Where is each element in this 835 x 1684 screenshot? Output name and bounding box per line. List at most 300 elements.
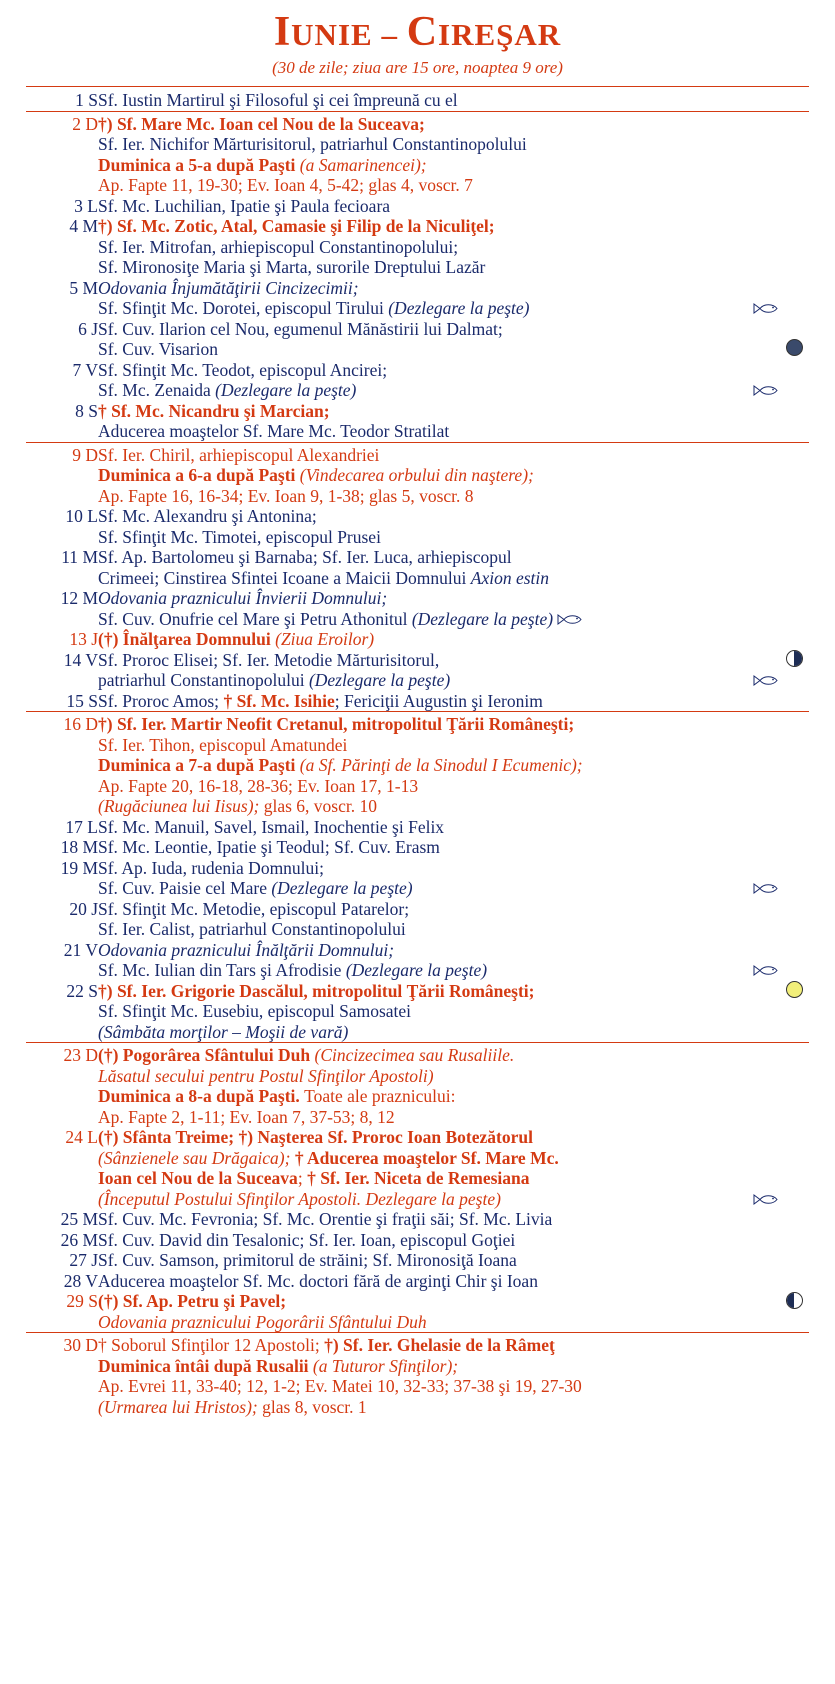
table-row bbox=[26, 712, 809, 817]
day-of-week: M bbox=[82, 857, 98, 878]
table-row bbox=[26, 111, 809, 196]
day-entry bbox=[98, 1127, 779, 1209]
entry-line bbox=[98, 237, 779, 258]
day-number: 16 bbox=[63, 714, 81, 735]
entry-line bbox=[98, 858, 779, 879]
day-of-week: L bbox=[87, 195, 98, 216]
fish-icon bbox=[753, 965, 779, 976]
entry-text: ; bbox=[297, 1168, 308, 1189]
day-number-cell bbox=[26, 1291, 98, 1333]
entry-text: Sf. Ier. Nichifor Mărturisitorul, patriarhul Constantinopolului bbox=[98, 134, 527, 155]
table-row bbox=[26, 1291, 809, 1333]
entry-text: Ap. Fapte 11, 19-30; Ev. Ioan 4, 5-42; glas 4, voscr. 7 bbox=[98, 175, 473, 196]
entry-line bbox=[98, 1397, 779, 1418]
table-row bbox=[26, 547, 809, 588]
page-title: IUNIE – CIREŞAR bbox=[273, 9, 562, 55]
entry-text: (Urmarea lui Hristos); bbox=[98, 1396, 263, 1417]
day-entry bbox=[98, 712, 779, 817]
day-number: 10 bbox=[65, 506, 83, 527]
entry-line bbox=[98, 155, 779, 176]
day-entry bbox=[98, 319, 779, 360]
day-number: 11 bbox=[61, 547, 79, 568]
entry-line bbox=[98, 1168, 779, 1189]
day-number-cell bbox=[26, 87, 98, 112]
entry-line bbox=[98, 1045, 779, 1066]
moon-phase-cell bbox=[779, 837, 809, 858]
entry-line bbox=[98, 755, 779, 776]
entry-text: † Sf. Mc. Nicandru şi Marcian; bbox=[98, 400, 330, 421]
day-number: 18 bbox=[60, 837, 79, 858]
day-of-week: V bbox=[85, 649, 98, 670]
fish-icon bbox=[753, 883, 779, 894]
fish-icon bbox=[753, 385, 779, 396]
entry-line bbox=[98, 919, 779, 940]
day-number: 4 bbox=[69, 216, 79, 237]
entry-line bbox=[98, 796, 779, 817]
title-month: IUNIE bbox=[273, 9, 373, 55]
table-row bbox=[26, 899, 809, 940]
entry-line bbox=[98, 735, 779, 756]
day-entry bbox=[98, 940, 779, 981]
entry-text: Duminica a 8-a după Paşti. bbox=[98, 1086, 305, 1107]
entry-text: (Dezlegare la peşte) bbox=[271, 878, 413, 899]
day-number-cell bbox=[26, 629, 98, 650]
day-of-week: S bbox=[88, 400, 98, 421]
entry-line bbox=[98, 380, 779, 401]
entry-text: Sf. Proroc Elisei; Sf. Ier. Metodie Mărturisitorul, bbox=[98, 649, 440, 670]
entry-text: (†) Sfânta Treime; †) Naşterea Sf. Proroc Ioan Botezătorul bbox=[98, 1127, 533, 1148]
table-row bbox=[26, 837, 809, 858]
entry-line bbox=[98, 134, 779, 155]
entry-line bbox=[98, 878, 779, 899]
entry-line bbox=[98, 1209, 779, 1230]
entry-line bbox=[98, 568, 779, 589]
day-of-week: J bbox=[91, 318, 98, 339]
day-number-cell bbox=[26, 360, 98, 401]
day-number: 7 bbox=[72, 359, 82, 380]
moon-phase-cell bbox=[779, 1291, 809, 1333]
entry-text: (†) Înălţarea Domnului bbox=[98, 629, 276, 650]
day-entry bbox=[98, 1333, 779, 1418]
moon-phase-cell bbox=[779, 196, 809, 217]
day-number: 24 bbox=[65, 1127, 83, 1148]
day-entry bbox=[98, 981, 779, 1043]
day-entry bbox=[98, 87, 779, 112]
moon-phase-cell bbox=[779, 981, 809, 1043]
table-row bbox=[26, 981, 809, 1043]
moon-phase-cell bbox=[779, 899, 809, 940]
day-number: 9 bbox=[72, 444, 81, 465]
entry-text: Odovania Înjumătăţirii Cincizecimii; bbox=[98, 277, 359, 298]
day-number-cell bbox=[26, 111, 98, 196]
day-entry bbox=[98, 196, 779, 217]
entry-line bbox=[98, 588, 779, 609]
day-number: 27 bbox=[69, 1250, 87, 1271]
day-of-week: L bbox=[87, 816, 98, 837]
moon-phase-cell bbox=[779, 817, 809, 838]
entry-line bbox=[98, 547, 779, 568]
moon-phase-cell bbox=[779, 278, 809, 319]
day-number-cell bbox=[26, 1271, 98, 1292]
entry-text: patriarhul Constantinopolului bbox=[98, 670, 309, 691]
entry-line bbox=[98, 216, 779, 237]
entry-text: Aducerea moaştelor Sf. Mc. doctori fără de arginţi Chir şi Ioan bbox=[98, 1270, 538, 1291]
entry-line bbox=[98, 1230, 779, 1251]
entry-text: (Începutul Postului Sfinţilor Apostoli. Dezlegare la peşte) bbox=[98, 1188, 501, 1209]
entry-text: Ap. Fapte 2, 1-11; Ev. Ioan 7, 37-53; 8, 12 bbox=[98, 1106, 395, 1127]
day-number: 22 bbox=[66, 980, 84, 1001]
moon-phase-cell bbox=[779, 547, 809, 588]
day-entry bbox=[98, 278, 779, 319]
entry-text: Odovania praznicului Înălţării Domnului; bbox=[98, 939, 395, 960]
day-of-week: L bbox=[87, 506, 98, 527]
day-number-cell bbox=[26, 1333, 98, 1418]
day-entry bbox=[98, 650, 779, 691]
entry-line bbox=[98, 421, 779, 442]
entry-text: Aducerea moaştelor Sf. Mare Mc. Teodor Stratilat bbox=[98, 421, 450, 442]
table-row bbox=[26, 216, 809, 278]
entry-text: Sf. Mc. Alexandru şi Antonina; bbox=[98, 506, 317, 527]
entry-text: Sf. Ap. Iuda, rudenia Domnului; bbox=[98, 857, 325, 878]
moon-phase-cell bbox=[779, 940, 809, 981]
entry-line bbox=[98, 691, 779, 712]
entry-line bbox=[98, 298, 779, 319]
table-row bbox=[26, 1230, 809, 1251]
day-of-week: M bbox=[82, 588, 98, 609]
entry-line bbox=[98, 609, 779, 630]
day-number: 28 bbox=[63, 1270, 82, 1291]
table-row bbox=[26, 858, 809, 899]
day-entry bbox=[98, 837, 779, 858]
entry-text: † Aducerea moaştelor Sf. Mare Mc. bbox=[294, 1147, 559, 1168]
entry-text: Ioan cel Nou de la Suceava bbox=[98, 1168, 298, 1189]
entry-line bbox=[98, 940, 779, 961]
entry-text: Sf. Sfinţit Mc. Metodie, episcopul Patarelor; bbox=[98, 898, 410, 919]
entry-text: Sf. Cuv. Ilarion cel Nou, egumenul Mănăstirii lui Dalmat; bbox=[98, 318, 503, 339]
day-number: 17 bbox=[65, 816, 83, 837]
day-number-cell bbox=[26, 278, 98, 319]
day-number: 30 bbox=[63, 1335, 81, 1356]
day-number: 12 bbox=[60, 588, 79, 609]
moon-phase-cell bbox=[779, 1127, 809, 1209]
day-number-cell bbox=[26, 981, 98, 1043]
entry-text: Sf. Mironosiţe Maria şi Marta, surorile Dreptului Lazăr bbox=[98, 257, 486, 278]
entry-text: †) Sf. Ier. Grigorie Dascălul, mitropolitul Ţării Româneşti; bbox=[98, 980, 535, 1001]
entry-line bbox=[98, 1022, 779, 1043]
day-entry bbox=[98, 629, 779, 650]
entry-line bbox=[98, 196, 779, 217]
entry-text: Duminica a 6-a după Paşti bbox=[98, 465, 300, 486]
moon-phase-cell bbox=[779, 1230, 809, 1251]
entry-line bbox=[98, 1001, 779, 1022]
table-row bbox=[26, 506, 809, 547]
day-of-week: M bbox=[82, 216, 98, 237]
moon-first-quarter-icon bbox=[786, 650, 803, 667]
entry-text: Sf. Ier. Mitrofan, arhiepiscopul Constantinopolului; bbox=[98, 236, 459, 257]
entry-text: Sf. Sfinţit Mc. Timotei, episcopul Prusei bbox=[98, 526, 381, 547]
entry-text: Sf. Mc. Luchilian, Ipatie şi Paula fecioara bbox=[98, 195, 391, 216]
entry-line bbox=[98, 1250, 779, 1271]
entry-text: (a Sf. Părinţi de la Sinodul I Ecumenic); bbox=[299, 755, 583, 776]
day-number-cell bbox=[26, 196, 98, 217]
moon-phase-cell bbox=[779, 691, 809, 712]
entry-line bbox=[98, 114, 779, 135]
moon-phase-cell bbox=[779, 1209, 809, 1230]
moon-phase-cell bbox=[779, 1333, 809, 1418]
entry-text: Sf. Ier. Tihon, episcopul Amatundei bbox=[98, 734, 348, 755]
calendar-page bbox=[0, 10, 835, 1684]
moon-phase-cell bbox=[779, 712, 809, 817]
entry-text: Ap. Fapte 20, 16-18, 28-36; Ev. Ioan 17, 1-13 bbox=[98, 775, 419, 796]
entry-text: Crimeei; Cinstirea Sfintei Icoane a Maicii Domnului bbox=[98, 567, 471, 588]
entry-text: Sf. Ier. Calist, patriarhul Constantinopolului bbox=[98, 919, 406, 940]
entry-text: Odovania praznicului Învierii Domnului; bbox=[98, 588, 388, 609]
entry-line bbox=[98, 90, 779, 111]
entry-line bbox=[98, 401, 779, 422]
calendar-table bbox=[26, 86, 809, 1417]
entry-text: Sf. Mc. Iulian din Tars şi Afrodisie bbox=[98, 960, 346, 981]
day-of-week: M bbox=[82, 277, 98, 298]
entry-text: Sf. Ier. Chiril, arhiepiscopul Alexandriei bbox=[98, 444, 380, 465]
day-of-week: S bbox=[88, 90, 98, 111]
entry-text: ; Fericiţii Augustin şi Ieronim bbox=[334, 690, 543, 711]
entry-text: Sf. Mc. Leontie, Ipatie şi Teodul; Sf. Cuv. Erasm bbox=[98, 837, 440, 858]
day-of-week: S bbox=[88, 1291, 98, 1312]
table-row bbox=[26, 319, 809, 360]
entry-text: Sf. Ap. Bartolomeu şi Barnaba; Sf. Ier. Luca, arhiepiscopul bbox=[98, 547, 512, 568]
entry-text: Ap. Fapte 16, 16-34; Ev. Ioan 9, 1-38; glas 5, voscr. 8 bbox=[98, 485, 474, 506]
moon-phase-cell bbox=[779, 1271, 809, 1292]
entry-text: (a Samarinencei); bbox=[299, 154, 427, 175]
day-number: 26 bbox=[60, 1229, 79, 1250]
entry-text: (Dezlegare la peşte) bbox=[388, 298, 530, 319]
day-entry bbox=[98, 588, 779, 629]
day-of-week: M bbox=[82, 1209, 98, 1230]
day-number: 2 bbox=[72, 113, 81, 134]
entry-text: (Rugăciunea lui Iisus); bbox=[98, 796, 264, 817]
day-number: 25 bbox=[60, 1209, 79, 1230]
entry-line bbox=[98, 714, 779, 735]
day-number-cell bbox=[26, 858, 98, 899]
moon-phase-cell bbox=[779, 360, 809, 401]
entry-text: (†) Sf. Ap. Petru şi Pavel; bbox=[98, 1291, 287, 1312]
entry-text: †) Sf. Ier. Ghelasie de la Râmeţ bbox=[324, 1335, 555, 1356]
day-number: 19 bbox=[60, 857, 79, 878]
day-entry bbox=[98, 506, 779, 547]
table-row bbox=[26, 588, 809, 629]
day-number-cell bbox=[26, 1250, 98, 1271]
day-of-week: M bbox=[82, 547, 98, 568]
entry-text: Sf. Cuv. David din Tesalonic; Sf. Ier. Ioan, episcopul Goţiei bbox=[98, 1229, 516, 1250]
day-number-cell bbox=[26, 899, 98, 940]
entry-line bbox=[98, 486, 779, 507]
day-number-cell bbox=[26, 506, 98, 547]
entry-text: (†) Pogorârea Sfântului Duh bbox=[98, 1045, 315, 1066]
entry-line bbox=[98, 445, 779, 466]
entry-line bbox=[98, 1127, 779, 1148]
entry-text: Sf. Cuv. Mc. Fevronia; Sf. Mc. Orentie şi fraţii săi; Sf. Mc. Livia bbox=[98, 1209, 553, 1230]
day-of-week: D bbox=[85, 444, 98, 465]
entry-text: Sf. Mc. Manuil, Savel, Ismail, Inochentie şi Felix bbox=[98, 816, 445, 837]
table-row bbox=[26, 817, 809, 838]
entry-text: Sf. Proroc Amos; bbox=[98, 690, 224, 711]
moon-phase-cell bbox=[779, 319, 809, 360]
entry-line bbox=[98, 527, 779, 548]
day-of-week: J bbox=[91, 1250, 98, 1271]
day-number: 1 bbox=[75, 90, 84, 111]
table-row bbox=[26, 1127, 809, 1209]
entry-line bbox=[98, 319, 779, 340]
day-number: 29 bbox=[66, 1291, 84, 1312]
entry-line bbox=[98, 670, 779, 691]
day-of-week: V bbox=[85, 1270, 98, 1291]
day-entry bbox=[98, 1230, 779, 1251]
table-row bbox=[26, 691, 809, 712]
entry-line bbox=[98, 1107, 779, 1128]
entry-line bbox=[98, 360, 779, 381]
entry-text: (Dezlegare la peşte) bbox=[345, 960, 488, 981]
day-entry bbox=[98, 858, 779, 899]
table-row bbox=[26, 1271, 809, 1292]
entry-text: Ap. Evrei 11, 33-40; 12, 1-2; Ev. Matei 10, 32-33; 37-38 şi 19, 27-30 bbox=[98, 1376, 582, 1397]
day-of-week: D bbox=[85, 714, 98, 735]
entry-text: Sf. Iustin Martirul şi Filosoful şi cei împreună cu el bbox=[98, 90, 458, 111]
day-number-cell bbox=[26, 216, 98, 278]
entry-text: Sf. Sfinţit Mc. Eusebiu, episcopul Samosatei bbox=[98, 1001, 412, 1022]
entry-line bbox=[98, 1148, 779, 1169]
entry-line bbox=[98, 1376, 779, 1397]
entry-text: Sf. Cuv. Samson, primitorul de străini; Sf. Mironosiţă Ioana bbox=[98, 1250, 517, 1271]
entry-line bbox=[98, 960, 779, 981]
day-number: 15 bbox=[66, 690, 84, 711]
entry-text: (Dezlegare la peşte) bbox=[215, 380, 357, 401]
entry-line bbox=[98, 776, 779, 797]
table-row bbox=[26, 1333, 809, 1418]
moon-phase-cell bbox=[779, 650, 809, 691]
table-row bbox=[26, 401, 809, 443]
entry-text: (Cincizecimea sau Rusaliile. bbox=[314, 1045, 515, 1066]
entry-line bbox=[98, 257, 779, 278]
entry-text: (Sâmbăta morţilor – Moşii de vară) bbox=[98, 1021, 349, 1042]
table-row bbox=[26, 278, 809, 319]
entry-text: †) Sf. Ier. Martir Neofit Cretanul, mitropolitul Ţării Româneşti; bbox=[98, 714, 575, 735]
entry-line bbox=[98, 175, 779, 196]
moon-phase-cell bbox=[779, 401, 809, 443]
entry-text: (Dezlegare la peşte) bbox=[411, 608, 554, 629]
day-number: 13 bbox=[69, 629, 87, 650]
entry-text: Odovania praznicului Pogorârii Sfântului Duh bbox=[98, 1311, 427, 1332]
day-number: 23 bbox=[63, 1045, 81, 1066]
moon-phase-cell bbox=[779, 111, 809, 196]
entry-text: †) Sf. Mc. Zotic, Atal, Camasie şi Filip de la Niculiţel; bbox=[98, 216, 495, 237]
day-entry bbox=[98, 691, 779, 712]
entry-text: (Sânzienele sau Drăgaica); bbox=[98, 1147, 295, 1168]
entry-text: Sf. Mc. Zenaida bbox=[98, 380, 216, 401]
entry-text: glas 6, voscr. 10 bbox=[263, 796, 377, 817]
day-number: 21 bbox=[63, 939, 82, 960]
entry-line bbox=[98, 1066, 779, 1087]
entry-line bbox=[98, 506, 779, 527]
day-number: 3 bbox=[74, 195, 83, 216]
day-of-week: D bbox=[85, 1335, 98, 1356]
day-of-week: V bbox=[85, 359, 98, 380]
entry-line bbox=[98, 650, 779, 671]
entry-text: Sf. Cuv. Visarion bbox=[98, 339, 218, 360]
entry-line bbox=[98, 837, 779, 858]
day-number-cell bbox=[26, 547, 98, 588]
entry-text: Duminica a 5-a după Paşti bbox=[98, 154, 300, 175]
day-entry bbox=[98, 111, 779, 196]
entry-text: (a Tuturor Sfinţilor); bbox=[312, 1355, 459, 1376]
day-number-cell bbox=[26, 1230, 98, 1251]
fish-icon bbox=[753, 675, 779, 686]
day-entry bbox=[98, 1250, 779, 1271]
day-number-cell bbox=[26, 401, 98, 443]
entry-line bbox=[98, 278, 779, 299]
table-row bbox=[26, 1209, 809, 1230]
fish-icon bbox=[557, 614, 583, 625]
entry-text: † Soborul Sfinţilor 12 Apostoli; bbox=[98, 1335, 325, 1356]
entry-text: † Sf. Mc. Isihie bbox=[223, 690, 335, 711]
moon-phase-cell bbox=[779, 588, 809, 629]
day-entry bbox=[98, 216, 779, 278]
entry-text: Toate ale praznicului: bbox=[304, 1086, 456, 1107]
entry-line bbox=[98, 339, 779, 360]
moon-phase-cell bbox=[779, 1250, 809, 1271]
entry-line bbox=[98, 1271, 779, 1292]
day-of-week: M bbox=[82, 837, 98, 858]
day-of-week: D bbox=[85, 1045, 98, 1066]
moon-last-quarter-icon bbox=[786, 1292, 803, 1309]
day-number: 5 bbox=[69, 277, 79, 298]
moon-phase-cell bbox=[779, 1043, 809, 1128]
day-number-cell bbox=[26, 319, 98, 360]
moon-full-icon bbox=[786, 981, 803, 998]
table-row bbox=[26, 940, 809, 981]
page-subtitle: (30 de zile; ziua are 15 ore, noaptea 9 ore) bbox=[272, 58, 563, 78]
entry-text: †) Sf. Mare Mc. Ioan cel Nou de la Suceava; bbox=[98, 113, 425, 134]
day-entry bbox=[98, 1209, 779, 1230]
table-row bbox=[26, 442, 809, 506]
table-row bbox=[26, 650, 809, 691]
entry-line bbox=[98, 1189, 779, 1210]
day-number-cell bbox=[26, 442, 98, 506]
table-row bbox=[26, 87, 809, 112]
day-number-cell bbox=[26, 712, 98, 817]
entry-line bbox=[98, 1086, 779, 1107]
entry-text: glas 8, voscr. 1 bbox=[262, 1396, 367, 1417]
entry-line bbox=[98, 465, 779, 486]
day-number-cell bbox=[26, 588, 98, 629]
day-entry bbox=[98, 442, 779, 506]
day-number-cell bbox=[26, 837, 98, 858]
entry-line bbox=[98, 1312, 779, 1333]
day-number: 8 bbox=[75, 400, 84, 421]
entry-line bbox=[98, 1356, 779, 1377]
day-of-week: V bbox=[85, 939, 98, 960]
entry-text: Lăsatul secului pentru Postul Sfinţilor Apostoli) bbox=[98, 1065, 434, 1086]
day-entry bbox=[98, 1271, 779, 1292]
entry-text: Duminica a 7-a după Paşti bbox=[98, 755, 300, 776]
day-number: 14 bbox=[63, 649, 82, 670]
entry-line bbox=[98, 629, 779, 650]
entry-text: Sf. Sfinţit Mc. Teodot, episcopul Ancirei; bbox=[98, 359, 388, 380]
day-number-cell bbox=[26, 650, 98, 691]
entry-line bbox=[98, 981, 779, 1002]
entry-text: Axion estin bbox=[470, 567, 550, 588]
day-number-cell bbox=[26, 1043, 98, 1128]
day-entry bbox=[98, 899, 779, 940]
